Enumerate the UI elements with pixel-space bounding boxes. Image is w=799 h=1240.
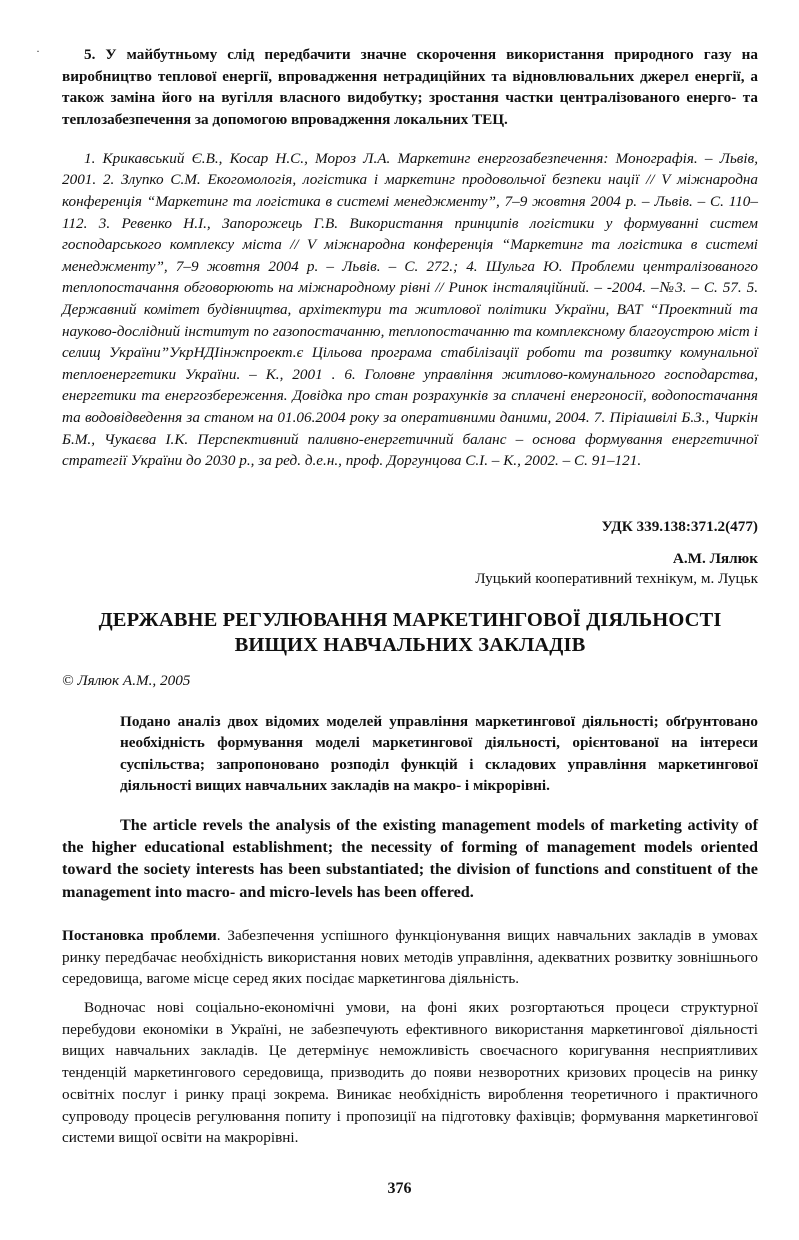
- author-name: А.М. Лялюк: [672, 549, 758, 567]
- prev-references: 1. Крикавський Є.В., Косар Н.С., Мороз Л.А. Маркетинг енергозабезпечення: Монографія. – Львів, 2001. 2. Злупко С.М. Екогомологія, логістика і маркетинг продовольчої безпеки нації // V міжнародна конференція “Маркетинг та логістика в системі менеджменту”, 7–9 жовтня 2004 р. – Львів. – С. 110–112. 3. Ревенко Н.І., Запорожець Г.В. Використання принципів логістики у формуванні систем господарського комплексу міста // V міжнародна конференція “Маркетинг та логістика в системі менеджменту”, 7–9 жовтня 2004 р. – Львів. – С. 272.; 4. Шульга Ю. Проблеми централізованого теплопостачання обговорюють на міжнародному рівні // Ринок інсталяційний. – -2004. –№3. – С. 57. 5. Державний комітет будівництва, архітектури та житлової політики України, ВАТ “Проектний та науково-дослідний інститут по газопостачанню, теплопостачанню та комплексному благоустрою міст і селищ України”УкрНДІінжпроект.є Цільова програма стабілізації роботи та розвитку комунальної теплоенергетики України. – К., 2001 . 6. Головне управління житлово-комунального господарства, енергетики та енергозбереження. Довідка про стан розрахунків за сплачені енергоносії, водопостачання та водовідведення за станом на 01.06.2004 року за оперативними даними, 2004. 7. Піріашвілі Б.З., Чиркін Б.М., Чукаєва І.К. Перспективний паливно-енергетичний баланс – основа формування енергетичної стратегії України до 2030 р., за ред. д.е.н., проф. Доргунцова С.І. – К., 2002. – С. 91–121.: [62, 149, 758, 470]
- copyright-line: © Лялюк А.М., 2005: [62, 671, 191, 689]
- prev-conclusion-item-5: 5. У майбутньому слід передбачити значне скорочення використання природного газу на виробництво теплової енергії, впровадження нетрадиційних та відновлювальних джерел енергії, а також заміна його на вугілля власного видобутку; зростання частки централізованого енерго- та теплозабезпечення за допомогою впровадження локальних ТЕЦ.: [62, 46, 758, 129]
- problem-statement-paragraph: [62, 925, 758, 990]
- body-paragraph-2: Водночас нові соціально-економічні умови, на фоні яких розгортаються процеси структурної перебудови економіки в Україні, не забезпечують ефективного використання маркетингової діяльності вищих навчальних закладів. Це детермінує неможливість своєчасного коригування несприятливих тенденцій маркетингового середовища, призводить до появи незворотних кризових процесів на ринку освітніх послуг і ринку праці зокрема. Виникає необхідність вироблення теоретичного і практичного супроводу процесів регулювання попиту і пропозиції на підготовку фахівців; формування маркетингової системи вищої освіти на макрорівні.: [62, 999, 758, 1147]
- abstract-english: The article revels the analysis of the existing management models of marketing activity of the higher educational establishment; the necessity of forming of management models oriented toward the society interests has been substantiated; the division of functions and constituent of the management into macro- and micro-levels has been offered.: [62, 815, 758, 901]
- title-line-2: ВИЩИХ НАВЧАЛЬНИХ ЗАКЛАДІВ: [234, 633, 586, 656]
- author-affiliation: Луцький кооперативний технікум, м. Луцьк: [475, 569, 758, 587]
- problem-statement-text: . Забезпечення успішного функціонування вищих навчальних закладів в умовах ринку передбачає необхідність використання нових методів управління, адекватних розвитку зовнішнього середовища, вагоме місце серед яких посідає маркетингова діяльність.: [62, 926, 758, 988]
- page-content: [62, 44, 758, 1149]
- title-line-1: ДЕРЖАВНЕ РЕГУЛЮВАННЯ МАРКЕТИНГОВОЇ ДІЯЛЬНОСТІ: [98, 608, 722, 631]
- udc-code: УДК 339.138:371.2(477): [601, 517, 758, 535]
- scan-speck: ·: [36, 44, 40, 58]
- problem-statement-label: Постановка проблеми: [62, 926, 217, 944]
- abstract-ukrainian: Подано аналіз двох відомих моделей управління маркетингової діяльності; обґрунтовано необхідність формування моделі маркетингової діяльності, орієнтованої на інтереси суспільства; запропоновано розподіл функцій і складових управління маркетингової діяльності вищих навчальних закладів на макро- і мікрорівні.: [120, 712, 758, 795]
- article-title: [62, 608, 758, 658]
- page-number: 376: [387, 1180, 412, 1197]
